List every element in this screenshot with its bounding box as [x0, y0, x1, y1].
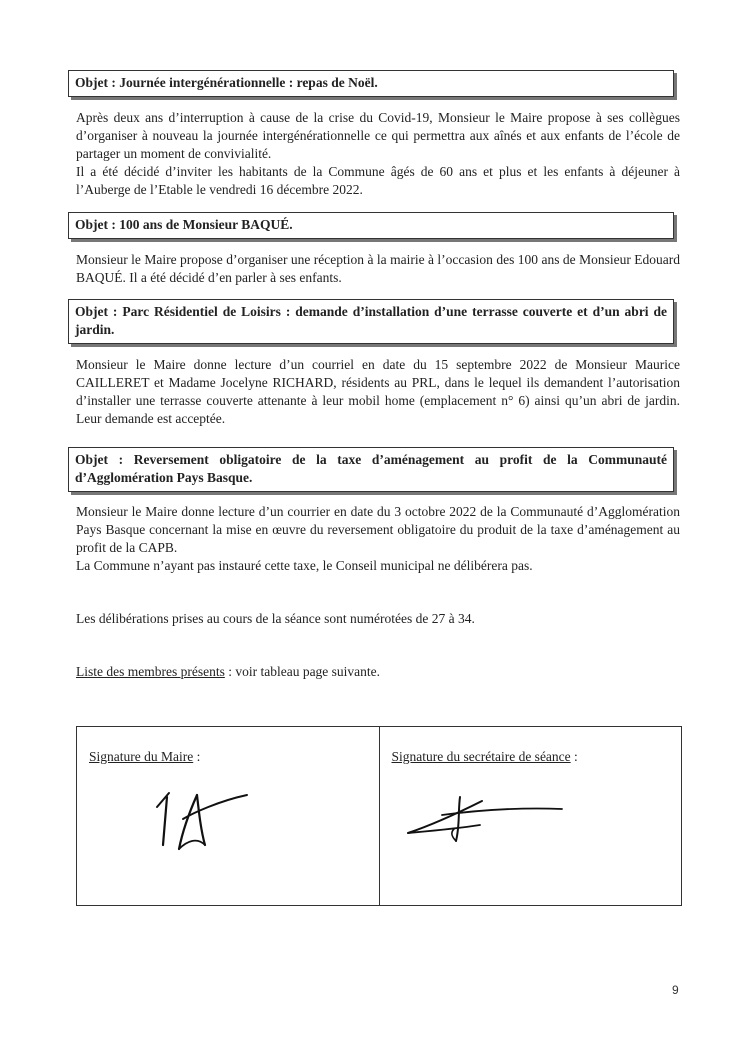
- section-body-prl: [76, 356, 680, 428]
- mayor-signature-cell: [77, 727, 379, 905]
- section-heading-100-ans: Objet : 100 ans de Monsieur BAQUÉ.: [68, 212, 674, 239]
- paragraph: Les délibérations prises au cours de la séance sont numérotées de 27 à 34.: [76, 611, 475, 626]
- section-body-100-ans: [76, 251, 680, 287]
- deliberations-note: [76, 610, 680, 628]
- mayor-signature-image: [149, 779, 259, 859]
- secretary-signature-label: [392, 749, 578, 765]
- section-heading-taxe-amenagement: Objet : Reversement obligatoire de la taxe d’aménagement au profit de la Communauté d’Agglomération Pays Basque.: [68, 447, 674, 492]
- paragraph: Monsieur le Maire donne lecture d’un courriel en date du 15 septembre 2022 de Monsieur Maurice CAILLERET et Madame Jocelyne RICHARD, résidents au PRL, dans le lequel ils demandent l’autorisation d’installer une terrasse couverte attenante à leur mobil home (emplacement n° 6) ainsi qu’un abri de jardin. Leur demande est acceptée.: [76, 357, 680, 426]
- secretary-signature-cell: [379, 727, 682, 905]
- secretary-signature-label-suffix: :: [570, 749, 578, 764]
- members-note: [76, 663, 680, 681]
- paragraph: Monsieur le Maire propose d’organiser une réception à la mairie à l’occasion des 100 ans de Monsieur Edouard BAQUÉ. Il a été décidé d’en parler à ses enfants.: [76, 252, 680, 285]
- section-heading-prl: Objet : Parc Résidentiel de Loisirs : demande d’installation d’une terrasse couverte et d’un abri de jardin.: [68, 299, 674, 344]
- signature-table: [76, 726, 682, 906]
- secretary-signature-image: [402, 789, 582, 849]
- section-heading-repas-noel: Objet : Journée intergénérationnelle : repas de Noël.: [68, 70, 674, 97]
- secretary-signature-label-text: Signature du secrétaire de séance: [391, 749, 571, 764]
- paragraph: La Commune n’ayant pas instauré cette taxe, le Conseil municipal ne délibérera pas.: [76, 558, 533, 573]
- mayor-signature-label-suffix: :: [193, 749, 201, 764]
- mayor-signature-label: [89, 749, 200, 765]
- members-label: Liste des membres présents: [76, 664, 225, 679]
- paragraph: Après deux ans d’interruption à cause de la crise du Covid-19, Monsieur le Maire propose à ses collègues d’organiser à nouveau la journée intergénérationnelle ce qui permettra aux aînés et aux enfants de l’école de partager un moment de convivialité.: [76, 110, 680, 161]
- paragraph: Il a été décidé d’inviter les habitants de la Commune âgés de 60 ans et plus et les enfants à déjeuner à l’Auberge de l’Etable le vendredi 16 décembre 2022.: [76, 164, 680, 197]
- members-text: : voir tableau page suivante.: [224, 664, 381, 679]
- paragraph: [76, 663, 680, 681]
- paragraph: Monsieur le Maire donne lecture d’un courrier en date du 3 octobre 2022 de la Communauté d’Agglomération Pays Basque concernant la mise en œuvre du reversement obligatoire du produit de la taxe d’aménagement au profit de la CAPB.: [76, 504, 680, 555]
- section-body-repas-noel: [76, 109, 680, 199]
- mayor-signature-label-text: Signature du Maire: [89, 749, 194, 764]
- section-body-taxe-amenagement: [76, 503, 680, 575]
- page-number: 9: [672, 983, 679, 997]
